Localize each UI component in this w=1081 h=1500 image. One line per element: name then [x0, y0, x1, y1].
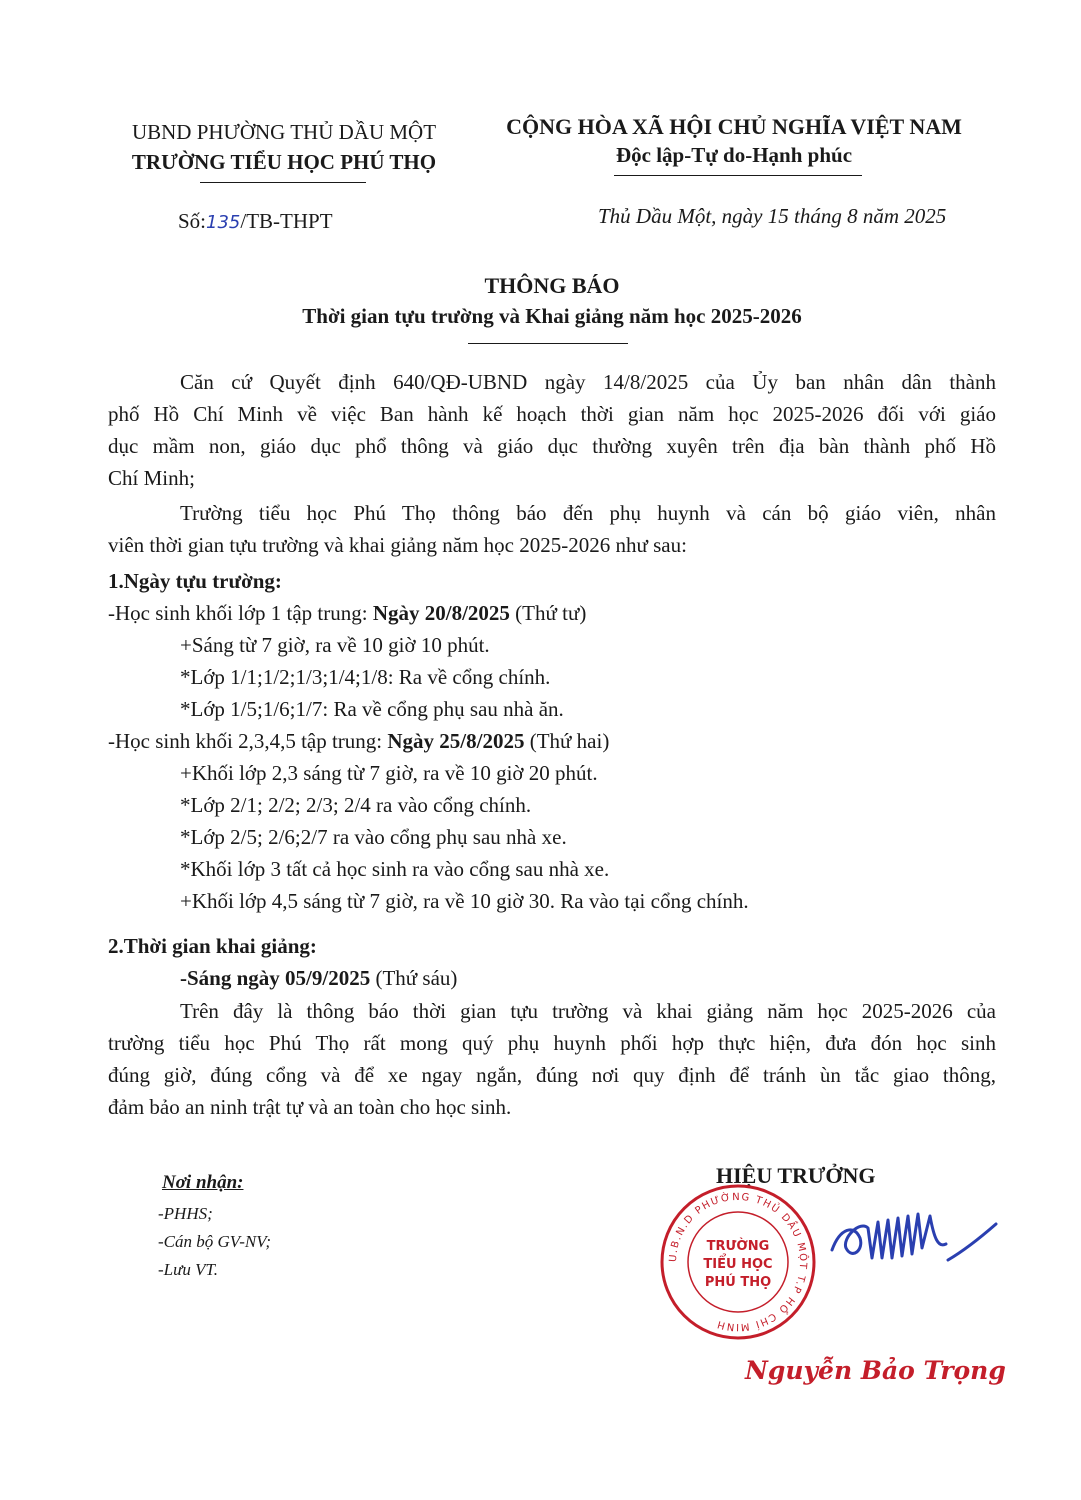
svg-text:PHÚ THỌ: PHÚ THỌ — [704, 1275, 772, 1290]
grade2-5-lead: -Học sinh khối 2,3,4,5 tập trung: — [108, 729, 388, 753]
opening-date: -Sáng ngày 05/9/2025 — [180, 966, 371, 990]
notice-subtitle: Thời gian tựu trường và Khai giảng năm học 2025-2026 — [302, 304, 802, 328]
grade1-gate-main: *Lớp 1/1;1/2;1/3;1/4;1/8: Ra về cổng chính. — [180, 665, 551, 689]
grade2-gate-side: *Lớp 2/5; 2/6;2/7 ra vào cổng phụ sau nhà xe. — [180, 825, 567, 849]
body-paragraph-2 — [108, 497, 996, 561]
school-name: TRƯỜNG TIỂU HỌC PHÚ THỌ — [131, 150, 437, 174]
closing-paragraph — [108, 995, 996, 1123]
opening-day: (Thứ sáu) — [370, 966, 458, 990]
notice-title: THÔNG BÁO — [484, 273, 620, 298]
doc-number-prefix: Số: — [178, 209, 207, 233]
grade2-5-day: (Thứ hai) — [524, 729, 610, 753]
grade1-gathering — [108, 597, 996, 629]
official-stamp — [658, 1182, 818, 1342]
national-title: CỘNG HÒA XÃ HỘI CHỦ NGHĨA VIỆT NAM — [506, 114, 962, 139]
para2-line: Trường tiểu học Phú Thọ thông báo đến phụ huynh và cán bộ giáo viên, nhân — [180, 501, 996, 525]
grade2-5-date: Ngày 25/8/2025 — [387, 729, 525, 753]
recipient-item: -Cán bộ GV-NV; — [158, 1232, 272, 1251]
grade3-gate: *Khối lớp 3 tất cả học sinh ra vào cổng sau nhà xe. — [180, 857, 610, 881]
grade4-5-time: +Khối lớp 4,5 sáng từ 7 giờ, ra về 10 giờ 30. Ra vào tại cổng chính. — [180, 889, 749, 913]
svg-text:TIỂU HỌC: TIỂU HỌC — [703, 1257, 773, 1272]
recipients-heading: Nơi nhận: — [162, 1172, 244, 1193]
opening-date-line — [108, 962, 996, 994]
document-number — [178, 209, 333, 234]
title-underline — [468, 343, 628, 344]
section-arrival — [108, 565, 996, 917]
grade2-gate-main: *Lớp 2/1; 2/2; 2/3; 2/4 ra vào cổng chính. — [180, 793, 532, 817]
closing-line: trường tiểu học Phú Thọ rất mong quý phụ huynh phối hợp thực hiện, đưa đón học sinh — [108, 1031, 996, 1055]
grade1-gate-side: *Lớp 1/5;1/6;1/7: Ra về cổng phụ sau nhà ăn. — [180, 697, 564, 721]
grade1-time: +Sáng từ 7 giờ, ra về 10 giờ 10 phút. — [180, 633, 490, 657]
national-motto: Độc lập-Tự do-Hạnh phúc — [615, 143, 853, 167]
closing-line: đảm bảo an ninh trật tự và an toàn cho học sinh. — [108, 1095, 512, 1119]
para1-line: Chí Minh; — [108, 466, 195, 490]
principal-title: HIỆU TRƯỞNG — [716, 1163, 876, 1188]
grade1-lead: -Học sinh khối lớp 1 tập trung: — [108, 601, 373, 625]
motto-underline — [614, 175, 862, 176]
grade2-3-time: +Khối lớp 2,3 sáng từ 7 giờ, ra về 10 giờ 20 phút. — [180, 761, 598, 785]
grade2-5-gathering — [108, 725, 996, 757]
para2-line: viên thời gian tựu trường và khai giảng năm học 2025-2026 như sau: — [108, 533, 687, 557]
svg-text:U.B.N.D PHƯỜNG THỦ DẦU MỘT T.P: U.B.N.D PHƯỜNG THỦ DẦU MỘT T.P HỒ CHÍ MINH — [667, 1191, 809, 1333]
school-name-underline — [200, 182, 366, 183]
svg-text:TRƯỜNG: TRƯỜNG — [706, 1239, 770, 1254]
closing-line: đúng giờ, đúng cổng và để xe ngay ngắn, đúng nơi quy định để tránh ùn tắc giao thông, — [108, 1063, 996, 1087]
grade1-date: Ngày 20/8/2025 — [372, 601, 510, 625]
body-paragraph-1 — [108, 366, 996, 494]
section2-heading: 2.Thời gian khai giảng: — [108, 934, 317, 958]
doc-number-suffix: /TB-THPT — [240, 209, 333, 233]
place-date: Thủ Dầu Một, ngày 15 tháng 8 năm 2025 — [598, 204, 947, 228]
section-opening — [108, 930, 996, 994]
principal-name: Nguyễn Bảo Trọng — [745, 1356, 1006, 1385]
para1-line: phố Hồ Chí Minh về việc Ban hành kế hoạch thời gian năm học 2025-2026 đối với giáo — [108, 402, 996, 426]
para1-line: Căn cứ Quyết định 640/QĐ-UBND ngày 14/8/2025 của Ủy ban nhân dân thành — [180, 370, 996, 394]
signature-scribble — [830, 1198, 1000, 1278]
doc-number-handwritten: 135 — [206, 212, 241, 233]
para1-line: dục mầm non, giáo dục phổ thông và giáo dục thường xuyên trên địa bàn thành phố Hồ — [108, 434, 996, 458]
section1-heading: 1.Ngày tựu trường: — [108, 569, 282, 593]
recipient-item: -PHHS; — [158, 1204, 213, 1223]
agency-name: UBND PHƯỜNG THỦ DẦU MỘT — [131, 120, 437, 144]
recipient-item: -Lưu VT. — [158, 1260, 218, 1279]
grade1-day: (Thứ tư) — [509, 601, 587, 625]
closing-line: Trên đây là thông báo thời gian tựu trường và khai giảng năm học 2025-2026 của — [180, 999, 996, 1023]
